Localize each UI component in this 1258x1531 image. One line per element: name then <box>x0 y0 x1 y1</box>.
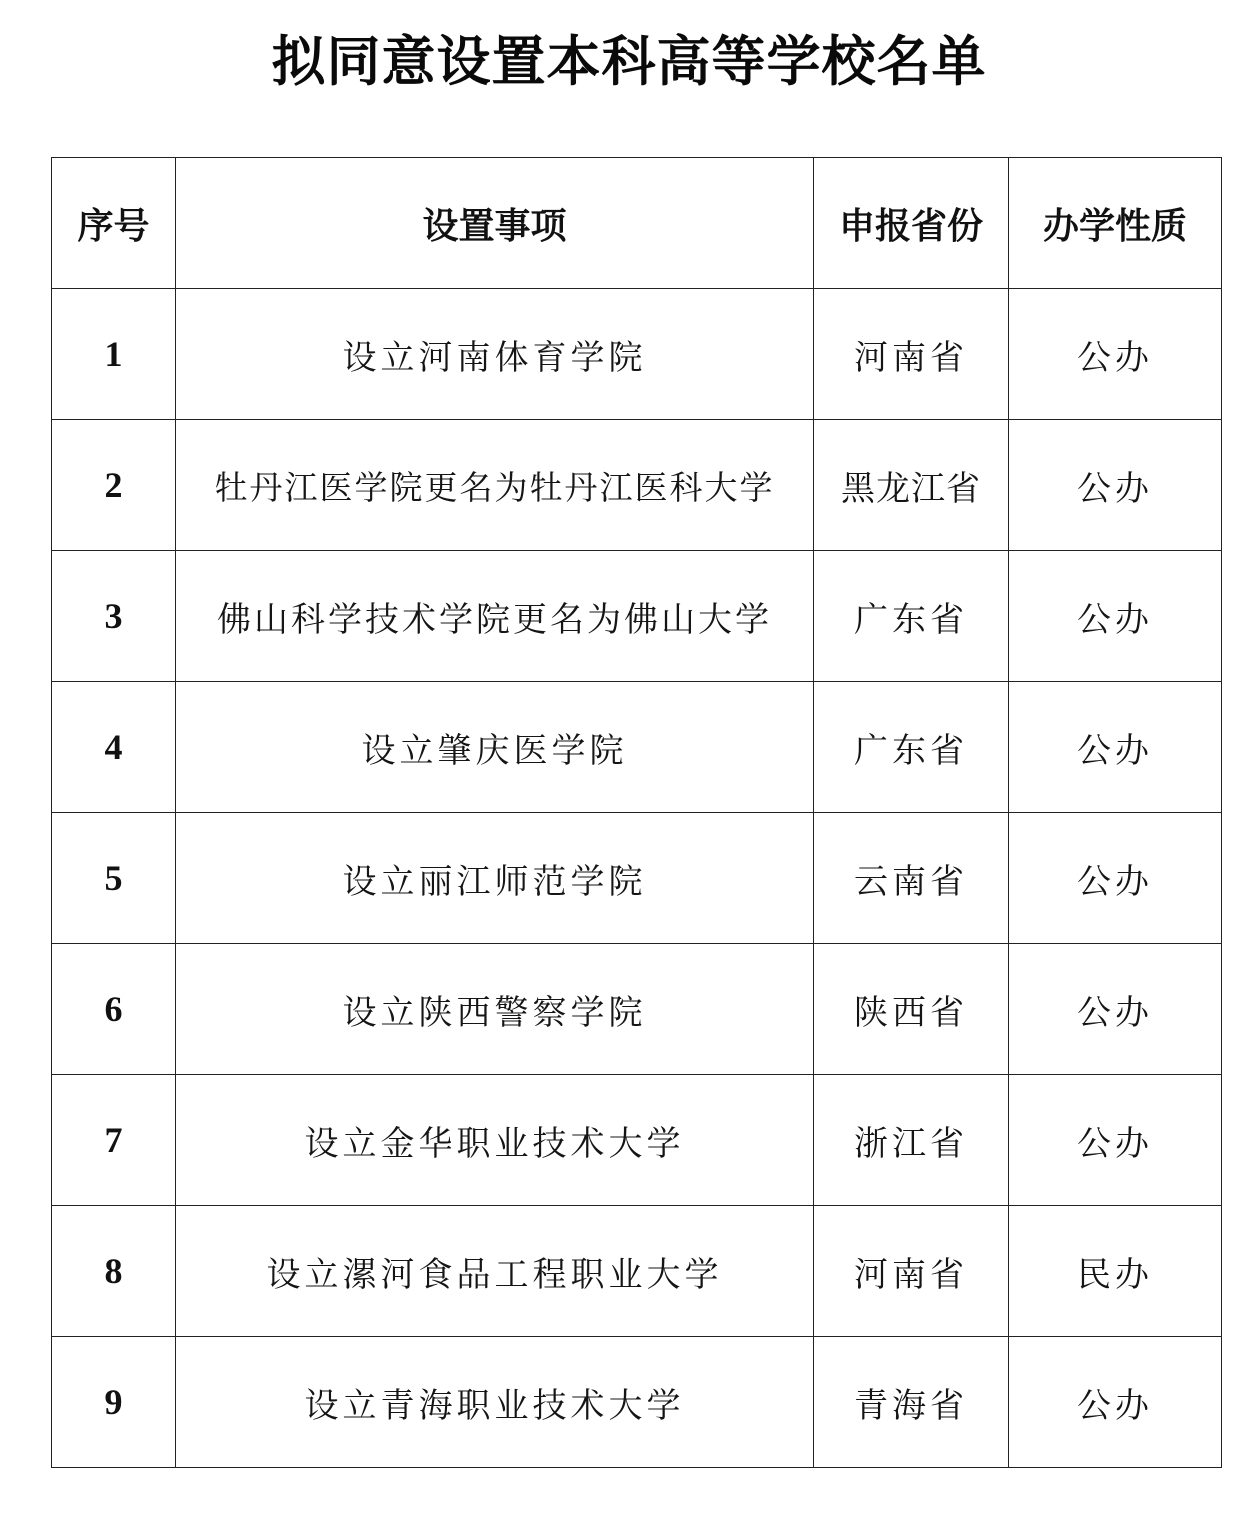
item-cell: 设立漯河食品工程职业大学 <box>176 1206 814 1337</box>
page-title: 拟同意设置本科高等学校名单 <box>271 30 987 93</box>
school-type-cell: 公办 <box>1009 944 1222 1075</box>
table-row <box>52 944 1222 1075</box>
item-cell: 设立金华职业技术大学 <box>176 1075 814 1206</box>
table-row <box>52 813 1222 944</box>
item-cell: 佛山科学技术学院更名为佛山大学 <box>176 551 814 682</box>
table-row <box>52 289 1222 420</box>
school-type-cell: 公办 <box>1009 1075 1222 1206</box>
table-row <box>52 551 1222 682</box>
province-cell: 浙江省 <box>814 1075 1009 1206</box>
school-type-cell: 公办 <box>1009 420 1222 551</box>
table-row <box>52 1075 1222 1206</box>
province-cell: 青海省 <box>814 1337 1009 1468</box>
serial-number-cell: 7 <box>52 1075 176 1206</box>
header-province: 申报省份 <box>814 158 1009 289</box>
serial-number-cell: 9 <box>52 1337 176 1468</box>
item-cell: 设立青海职业技术大学 <box>176 1337 814 1468</box>
school-type-cell: 公办 <box>1009 682 1222 813</box>
school-type-cell: 公办 <box>1009 1337 1222 1468</box>
table-row <box>52 682 1222 813</box>
header-serial-number: 序号 <box>52 158 176 289</box>
province-cell: 河南省 <box>814 1206 1009 1337</box>
university-list-table <box>51 157 1222 1468</box>
serial-number-cell: 6 <box>52 944 176 1075</box>
province-cell: 陕西省 <box>814 944 1009 1075</box>
header-establishment-item: 设置事项 <box>176 158 814 289</box>
school-type-cell: 公办 <box>1009 551 1222 682</box>
school-type-cell: 公办 <box>1009 813 1222 944</box>
serial-number-cell: 2 <box>52 420 176 551</box>
province-cell: 黑龙江省 <box>814 420 1009 551</box>
item-cell: 设立河南体育学院 <box>176 289 814 420</box>
province-cell: 广东省 <box>814 551 1009 682</box>
item-cell: 设立陕西警察学院 <box>176 944 814 1075</box>
serial-number-cell: 5 <box>52 813 176 944</box>
serial-number-cell: 4 <box>52 682 176 813</box>
item-cell: 设立丽江师范学院 <box>176 813 814 944</box>
table-header-row <box>52 158 1222 289</box>
serial-number-cell: 8 <box>52 1206 176 1337</box>
table-row <box>52 420 1222 551</box>
item-cell: 设立肇庆医学院 <box>176 682 814 813</box>
school-type-cell: 公办 <box>1009 289 1222 420</box>
table-row <box>52 1337 1222 1468</box>
header-school-nature: 办学性质 <box>1009 158 1222 289</box>
table-row <box>52 1206 1222 1337</box>
province-cell: 河南省 <box>814 289 1009 420</box>
serial-number-cell: 1 <box>52 289 176 420</box>
item-cell: 牡丹江医学院更名为牡丹江医科大学 <box>176 420 814 551</box>
school-type-cell: 民办 <box>1009 1206 1222 1337</box>
province-cell: 广东省 <box>814 682 1009 813</box>
serial-number-cell: 3 <box>52 551 176 682</box>
province-cell: 云南省 <box>814 813 1009 944</box>
